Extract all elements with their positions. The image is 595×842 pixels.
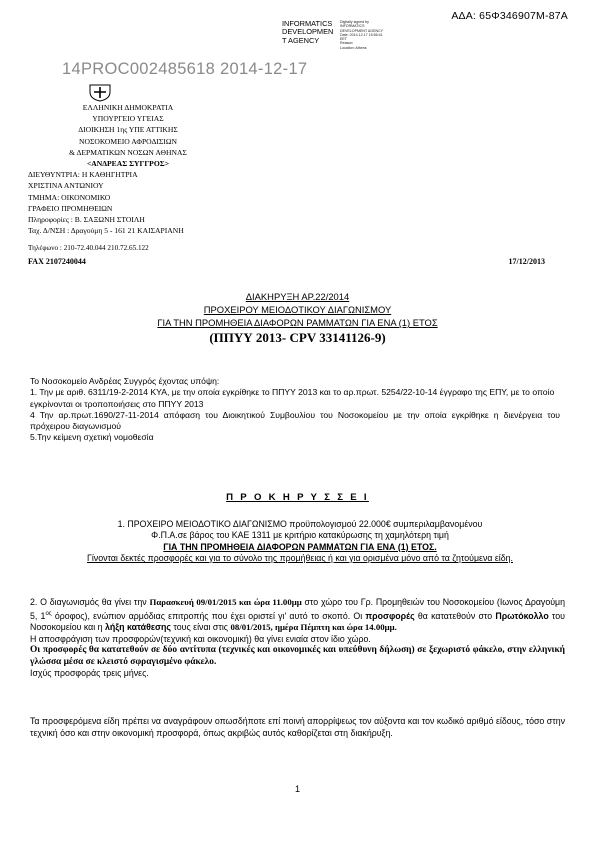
para2-bold: λήξη κατάθεσης — [104, 622, 171, 633]
stamp-sig-line: EET — [340, 37, 347, 42]
intro-item-1: 1. Την με αριθ. 6311/19-2-2014 ΚΥΑ, με την οποία εγκρίθηκε το ΠΠΥΥ 2013 και το αρ.πρωτ. 5254/22-10-14 έγγραφο της ΕΠΥ, με το οποίο εγκρίνονται οι τροποποιήσεις στο ΠΠΥΥ 2013 — [30, 387, 555, 409]
letterhead-left-line: Ταχ. Δ/ΝΣΗ : Δραγούμη 5 - 161 21 ΚΑΙΣΑΡΙΑΝΗ — [28, 226, 184, 236]
letterhead — [28, 102, 238, 236]
stamp-sig-line: Location: Athens — [340, 45, 367, 50]
stamp-sig-line: Reason: — [340, 41, 354, 46]
paragraph-1 — [40, 519, 560, 565]
letterhead-line: ΝΟΣΟΚΟΜΕΙΟ ΑΦΡΟΔΙΣΙΩΝ — [79, 136, 177, 146]
para2-validity: Ισχύς προσφοράς τρεις μήνες. — [30, 668, 149, 679]
tender-date: Παρασκευή 09/01/2015 και ώρα 11.00μμ — [149, 597, 302, 607]
title-line-1: ΔΙΑΚΗΡΥΞΗ ΑΡ.22/2014 — [245, 291, 350, 302]
signature-stamp-org — [282, 20, 333, 45]
stamp-org-line: T AGENCY — [282, 35, 320, 45]
title-line-3: ΓΙΑ ΤΗΝ ΠΡΟΜΗΘΕΙΑ ΔΙΑΦΟΡΩΝ ΡΑΜΜΑΤΩΝ ΓΙΑ ΕΝΑ (1) ΕΤΟΣ — [157, 317, 438, 328]
para2-text: όροφος), ενώπιον αρμόδιας επιτροπής που έχει οριστεί γι' αυτό το σκοπό. Οι — [51, 610, 366, 621]
ada-code: ΑΔΑ: 65Φ346907Μ-87Α — [451, 10, 568, 22]
paragraph-3: Τα προσφερόμενα είδη πρέπει να αναγράφουν οπωσδήποτε επί ποινή απορρίψεως τον αύξοντα και τον κωδικό αριθμό είδους, τόσο στην τεχνική όσο και στην οικονομική προσφορά, όπως ακριβώς αυτός καθορίζεται στη διακήρυξη. — [30, 716, 565, 738]
letterhead-left-line: ΧΡΙΣΤΙΝΑ ΑΝΤΩΝΙΟΥ — [28, 181, 104, 191]
hospital-name: <ΑΝΔΡΕΑΣ ΣΥΓΓΡΟΣ> — [86, 159, 170, 169]
letterhead-left-line: ΔΙΕΥΘΥΝΤΡΙΑ: Η ΚΑΘΗΓΗΤΡΙΑ — [28, 170, 138, 180]
intro-lead: Το Νοσοκομείο Ανδρέας Συγγρός έχοντας υπόψη: — [30, 376, 220, 386]
para2-text: τους είναι στις — [170, 622, 231, 633]
proclaims-heading: Π Ρ Ο Κ Η Ρ Υ Σ Σ Ε Ι — [226, 492, 369, 503]
para2-text: 2. Ο διαγωνισμός θα γίνει την — [30, 597, 150, 607]
intro-item-4: 4 Την αρ.πρωτ.1690/27-11-2014 απόφαση του Διοικητικού Συμβουλίου του Νοσοκομείου με την οποία εγκρίθηκε η διενέργεια του πρόχειρου διαγωνισμού — [30, 409, 560, 432]
deadline-date: 08/01/2015, ημέρα Πέμπτη και ώρα 14.00μμ. — [230, 622, 397, 633]
page-number: 1 — [294, 784, 300, 794]
para2-text: του Νοσοκομείου και η — [30, 610, 565, 633]
para2-copies: Οι προσφορές θα κατατεθούν σε δύο αντίτυπα (τεχνικές και οικονομικές και υπεύθυνη δήλωση) σε ξεχωριστό φάκελο, στην ελληνική γλώσσα μέσα σε κλειστό σφραγισμένο φάκελο. — [30, 645, 565, 667]
para2-text: θα κατατεθούν στο — [414, 610, 496, 621]
fax-number: FAX 2107240044 — [28, 257, 86, 266]
para2-opening: Η αποσφράγιση των προσφορών(τεχνική και οικονομική) θα γίνει ενιαία στον ίδιο χώρο. — [30, 633, 371, 644]
document-date: 17/12/2013 — [508, 257, 545, 266]
para1-line4: Γίνονται δεκτές προσφορές και για το σύνολο της προμήθειας ή και για ορισμένα μόνο από τα ζητούμενα είδη. — [87, 553, 513, 564]
stamp-sig-line: Digitally signed by — [340, 20, 369, 24]
signature-stamp-details — [340, 20, 383, 50]
intro-item-5: 5.Την κείμενη σχετική νομοθεσία — [30, 432, 154, 443]
para1-line1: 1. ΠΡΟΧΕΙΡΟ ΜΕΙΟΔΟΤΙΚΟ ΔΙΑΓΩΝΙΣΜΟ προϋπολογισμού 22.000€ συμπεριλαμβανομένου — [117, 519, 483, 529]
letterhead-line: ΔΙΟΙΚΗΣΗ 1ης ΥΠΕ ΑΤΤΙΚΗΣ — [78, 125, 178, 135]
para1-line2: Φ.Π.Α.σε βάρος του ΚΑΕ 1311 με κριτήριο κατακύρωσης τη χαμηλότερη τιμή — [151, 530, 449, 541]
stamp-sig-line: Date: 2014.12.17 15:56:41 — [340, 32, 383, 37]
stamp-sig-line: INFORMATICS — [340, 24, 365, 29]
phone-numbers: Τηλέφωνο : 210-72.40.044 210.72.65.122 — [28, 244, 149, 252]
letterhead-left-line: Πληροφορίες : Β. ΣΑΞΩΝΗ ΣΤΟΙΛΗ — [28, 215, 145, 225]
letterhead-left-line: ΤΜΗΜΑ: ΟΙΚΟΝΟΜΙΚΟ — [28, 192, 111, 202]
intro-section — [30, 376, 560, 444]
para1-line3: ΓΙΑ ΤΗΝ ΠΡΟΜΗΘΕΙΑ ΔΙΑΦΟΡΩΝ ΡΑΜΜΑΤΩΝ ΓΙΑ ΕΝΑ (1) ΕΤΟΣ. — [163, 541, 437, 552]
para2-bold: Πρωτόκολλο — [495, 610, 549, 621]
letterhead-left-line: ΓΡΑΦΕΙΟ ΠΡΟΜΗΘΕΙΩΝ — [28, 203, 113, 213]
letterhead-line: ΥΠΟΥΡΓΕΙΟ ΥΓΕΙΑΣ — [92, 114, 164, 124]
paragraph-2 — [30, 597, 565, 680]
letterhead-line: ΕΛΛΗΝΙΚΗ ΔΗΜΟΚΡΑΤΙΑ — [82, 103, 174, 112]
iun-watermark: 14PROC002485618 2014-12-17 — [62, 60, 308, 78]
floor-suffix: ος — [45, 610, 52, 617]
title-cpv: (ΠΠΥΥ 2013- CPV 33141126-9) — [209, 330, 386, 345]
letterhead-line: & ΔΕΡΜΑΤΙΚΩΝ ΝΟΣΩΝ ΑΘΗΝΑΣ — [69, 147, 187, 157]
greek-emblem-icon — [88, 82, 112, 102]
stamp-org-line: INFORMATICS — [282, 19, 333, 28]
para2-bold: προσφορές — [365, 610, 415, 621]
para2-text: στο χώρο του Γρ. Προμηθειών του Νοσοκομείου (Ιωνος Δραγούμη 5, 1 — [30, 597, 565, 621]
stamp-org-line: DEVELOPMEN — [282, 27, 334, 37]
stamp-sig-line: DEVELOPMENT AGENCY — [340, 28, 384, 33]
title-line-2: ΠΡΟΧΕΙΡΟΥ ΜΕΙΟΔΟΤΙΚΟΥ ΔΙΑΓΩΝΙΣΜΟΥ — [203, 304, 392, 315]
